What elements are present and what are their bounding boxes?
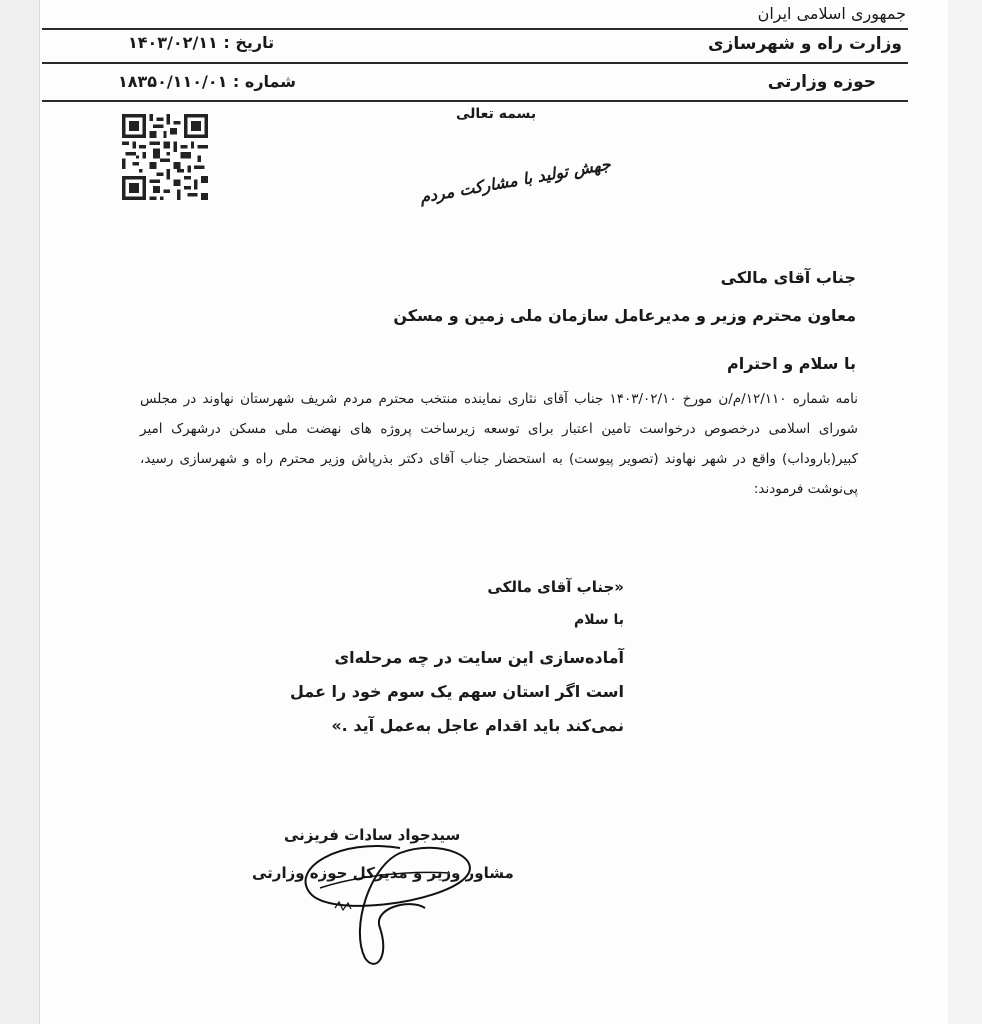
slogan-text: جهش تولید با مشارکت مردم <box>418 154 612 207</box>
quote-greeting: با سلام <box>573 612 624 628</box>
letter-body: نامه شماره ۱۲/۱۱۰/م/ن مورخ ۱۴۰۳/۰۲/۱۰ جناب آقای نثاری نماینده منتخب محترم مردم شریف شهرستان نهاوند در مجلس شورای اسلامی درخصوص درخواست تامین اعتبار برای توسعه زیرساخت پروژه های نهضت ملی مسکن درشهرک امیر کبیر(باروداب) واقع در شهر نهاوند (تصویر پیوست) به استحضار جناب آقای دکتر بذرپاش وزیر محترم راه و شهرسازی رسید، پی‌نوشت فرمودند: <box>140 391 859 497</box>
quote-line-2: است اگر استان سهم یک سوم خود را عمل <box>289 682 624 701</box>
page-margin <box>948 0 982 1024</box>
number-value: ۱۸۳۵۰/۱۱۰/۰۱ <box>118 72 228 91</box>
quote-line-1: آماده‌سازی این سایت در چه مرحله‌ای <box>334 648 624 667</box>
date-field <box>128 33 274 52</box>
signatory-name: سیدجواد سادات فریزنی <box>284 826 461 844</box>
number-label: شماره : <box>232 72 297 91</box>
addressee-title: معاون محترم وزیر و مدیرعامل سازمان ملی زمین و مسکن <box>393 306 856 325</box>
date-value: ۱۴۰۳/۰۲/۱۱ <box>128 33 218 52</box>
number-field <box>118 72 296 91</box>
date-label: تاریخ : <box>223 33 275 52</box>
greeting: با سلام و احترام <box>727 354 856 373</box>
signatory-title: مشاور وزیر و مدیرکل حوزه وزارتی <box>252 864 514 882</box>
bismillah-heading: بسمه تعالی <box>456 106 537 122</box>
ministry-name: وزارت راه و شهرسازی <box>707 34 902 54</box>
quote-salutation: «جناب آقای مالکی <box>487 578 624 596</box>
quote-line-3: نمی‌کند باید اقدام عاجل به‌عمل آید .» <box>331 716 624 735</box>
slogan-calligraphy <box>418 150 612 208</box>
addressee-name: جناب آقای مالکی <box>720 268 856 287</box>
header-divider-bottom <box>42 100 908 102</box>
country-name: جمهوری اسلامی ایران <box>757 4 906 23</box>
office-name: حوزه وزارتی <box>767 72 876 92</box>
handwritten-signature <box>250 808 510 978</box>
header-divider-middle <box>42 62 908 64</box>
qr-code <box>122 112 208 202</box>
header-divider-top <box>42 28 908 30</box>
